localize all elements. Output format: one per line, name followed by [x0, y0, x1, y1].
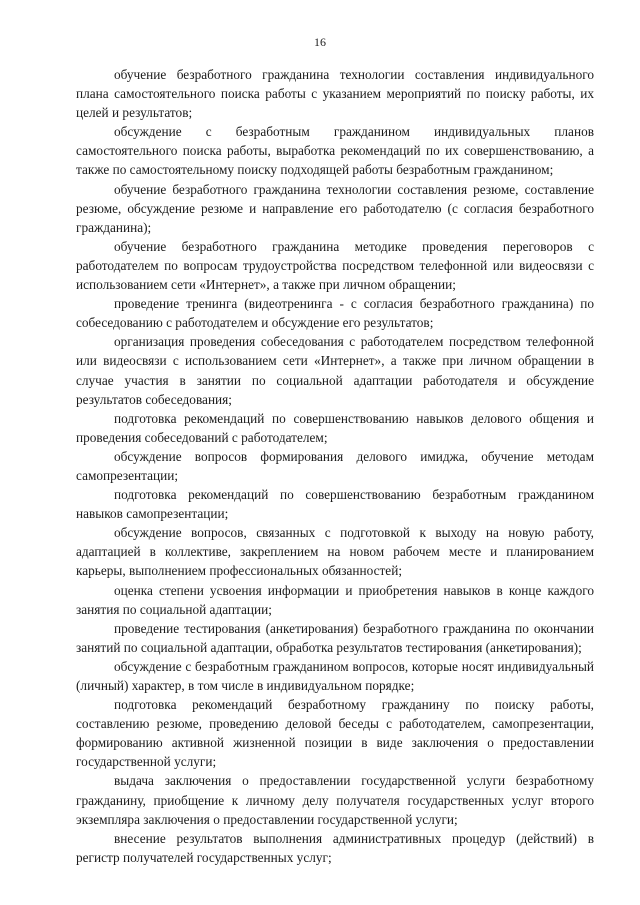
paragraph: обучение безработного гражданина методике проведения переговоров с работодателем по вопросам трудоустройства посредством телефонной или видеосвязи с использованием сети «Интернет», а также при личном обращении;: [76, 238, 594, 293]
paragraph: внесение результатов выполнения административных процедур (действий) в регистр получателей государственных услуг;: [76, 830, 594, 865]
paragraph: подготовка рекомендаций по совершенствованию безработным гражданином навыков самопрезентации;: [76, 487, 594, 522]
document-body: [76, 65, 594, 867]
paragraph: подготовка рекомендаций безработному гражданину по поиску работы, составлению резюме, проведению деловой беседы с работодателем, самопрезентации, формированию активной жизненной позиции в виде заключения о предоставлении государственной услуги;: [76, 697, 594, 770]
paragraph: подготовка рекомендаций по совершенствованию навыков делового общения и проведения собеседований с работодателем;: [76, 410, 594, 445]
page-number: 16: [314, 35, 326, 49]
paragraph: выдача заключения о предоставлении государственной услуги безработному гражданину, приобщение к личному делу получателя государственных услуг второго экземпляра заключения о предоставлении государственной услуги;: [76, 773, 594, 827]
paragraph: обучение безработного гражданина технологии составления резюме, составление резюме, обсуждение резюме и направление его работодателю (с согласия безработного гражданина);: [76, 181, 594, 235]
paragraph: обсуждение вопросов формирования делового имиджа, обучение методам самопрезентации;: [76, 448, 594, 483]
paragraph: организация проведения собеседования с работодателем посредством телефонной или видеосвязи с использованием сети «Интернет», а также при личном обращении в случае участия в занятии по социальной адаптации работодателя и обсуждение результатов собеседования;: [76, 334, 594, 407]
paragraph: проведение тренинга (видеотренинга - с согласия безработного гражданина) по собеседованию с работодателем и обсуждение его результатов;: [76, 296, 594, 331]
paragraph: проведение тестирования (анкетирования) безработного гражданина по окончании занятий по социальной адаптации, обработка результатов тестирования (анкетирования);: [76, 620, 594, 655]
paragraph: обсуждение с безработным гражданином вопросов, которые носят индивидуальный (личный) характер, в том числе в индивидуальном порядке;: [76, 658, 594, 693]
paragraph: оценка степени усвоения информации и приобретения навыков в конце каждого занятия по социальной адаптации;: [76, 582, 594, 617]
paragraph: обсуждение вопросов, связанных с подготовкой к выходу на новую работу, адаптацией в коллективе, закреплением на новом рабочем месте и планированием карьеры, выполнением профессиональных обязанностей;: [76, 525, 594, 579]
paragraph: обучение безработного гражданина технологии составления индивидуального плана самостоятельного поиска работы с указанием мероприятий по поиску работы, их целей и результатов;: [76, 67, 594, 121]
paragraph: обсуждение с безработным гражданином индивидуальных планов самостоятельного поиска работы, выработка рекомендаций по их совершенствованию, а также по самостоятельному поиску подходящей работы безработным гражданином;: [76, 124, 594, 178]
